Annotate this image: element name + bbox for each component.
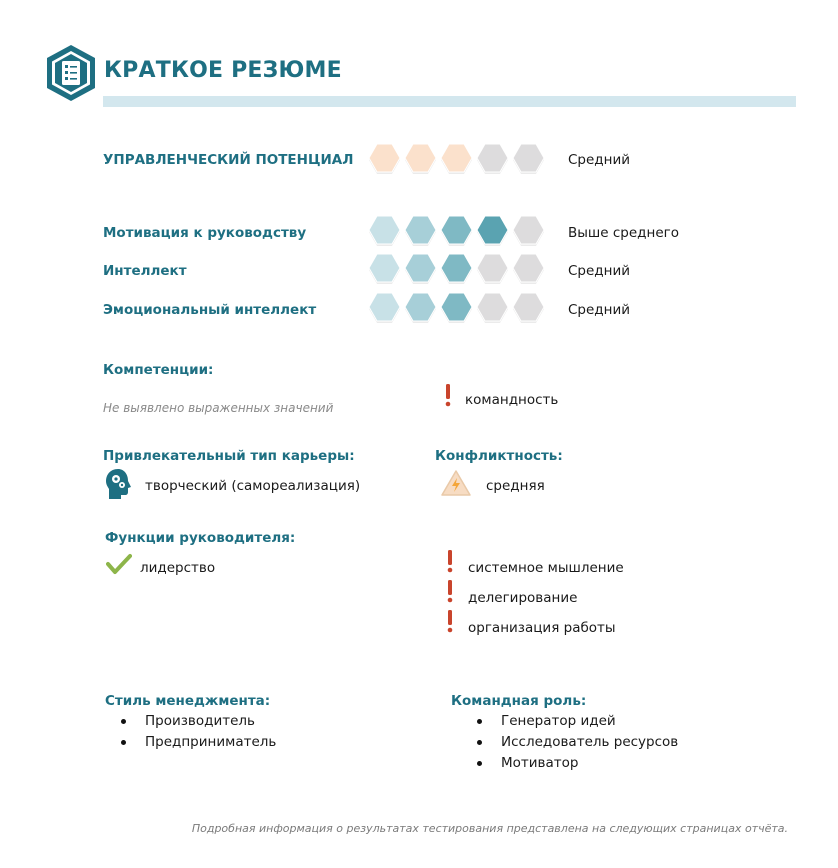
page-title: КРАТКОЕ РЕЗЮМЕ	[104, 58, 342, 83]
rating-hexagon-filled	[476, 215, 509, 247]
rating-hexagon-filled	[440, 143, 473, 175]
intellect-label: Интеллект	[103, 263, 187, 279]
team-role-heading: Командная роль:	[451, 693, 587, 709]
eq-label: Эмоциональный интеллект	[103, 302, 317, 318]
document-checklist-icon	[62, 61, 80, 85]
functions-heading: Функции руководителя:	[105, 530, 296, 546]
rating-hexagon-empty	[512, 253, 545, 285]
head-gears-icon	[105, 468, 133, 500]
rating-hexagon-filled	[368, 253, 401, 285]
intellect-value: Средний	[568, 263, 631, 279]
potential-rating	[368, 143, 545, 175]
warning-triangle-icon	[440, 469, 472, 497]
list-item: Предприниматель	[105, 732, 276, 753]
exclamation-icon	[443, 383, 453, 407]
footnote: Подробная информация о результатах тестирования представлена на следующих страницах отчёта.	[191, 822, 788, 835]
eq-rating	[368, 292, 545, 324]
rating-hexagon-filled	[440, 215, 473, 247]
title-underline	[103, 96, 796, 107]
function-warning-item: организация работы	[468, 620, 616, 636]
rating-hexagon-filled	[368, 143, 401, 175]
rating-hexagon-filled	[368, 292, 401, 324]
rating-hexagon-empty	[476, 292, 509, 324]
team-role-list	[461, 711, 678, 774]
rating-hexagon-filled	[368, 215, 401, 247]
checkmark-icon	[106, 553, 132, 575]
rating-hexagon-filled	[440, 292, 473, 324]
motivation-value: Выше среднего	[568, 225, 679, 241]
list-item: Генератор идей	[461, 711, 678, 732]
rating-hexagon-empty	[512, 143, 545, 175]
list-item: Исследователь ресурсов	[461, 732, 678, 753]
function-warning-item: делегирование	[468, 590, 578, 606]
exclamation-icon	[445, 549, 455, 573]
conflict-heading: Конфликтность:	[435, 448, 563, 464]
list-item: Мотиватор	[461, 753, 678, 774]
rating-hexagon-filled	[404, 292, 437, 324]
exclamation-icon	[445, 609, 455, 633]
motivation-rating	[368, 215, 545, 247]
rating-hexagon-empty	[476, 143, 509, 175]
motivation-label: Мотивация к руководству	[103, 225, 307, 241]
rating-hexagon-filled	[404, 143, 437, 175]
potential-value: Средний	[568, 152, 631, 168]
rating-hexagon-empty	[476, 253, 509, 285]
intellect-rating	[368, 253, 545, 285]
conflict-value: средняя	[486, 478, 545, 494]
management-style-heading: Стиль менеджмента:	[105, 693, 271, 709]
competency-warning-item: командность	[465, 392, 559, 408]
rating-hexagon-empty	[512, 215, 545, 247]
competencies-heading: Компетенции:	[103, 362, 214, 378]
exclamation-icon	[445, 579, 455, 603]
logo-hexagon-icon	[45, 43, 97, 103]
function-strength-item: лидерство	[140, 560, 216, 576]
eq-value: Средний	[568, 302, 631, 318]
list-item: Производитель	[105, 711, 276, 732]
competencies-none: Не выявлено выраженных значений	[103, 401, 334, 415]
management-style-list	[105, 711, 276, 753]
career-value: творческий (самореализация)	[145, 478, 361, 494]
career-heading: Привлекательный тип карьеры:	[103, 448, 355, 464]
rating-hexagon-filled	[404, 215, 437, 247]
rating-hexagon-empty	[512, 292, 545, 324]
function-warning-item: системное мышление	[468, 560, 624, 576]
potential-label: УПРАВЛЕНЧЕСКИЙ ПОТЕНЦИАЛ	[103, 152, 354, 168]
rating-hexagon-filled	[440, 253, 473, 285]
rating-hexagon-filled	[404, 253, 437, 285]
